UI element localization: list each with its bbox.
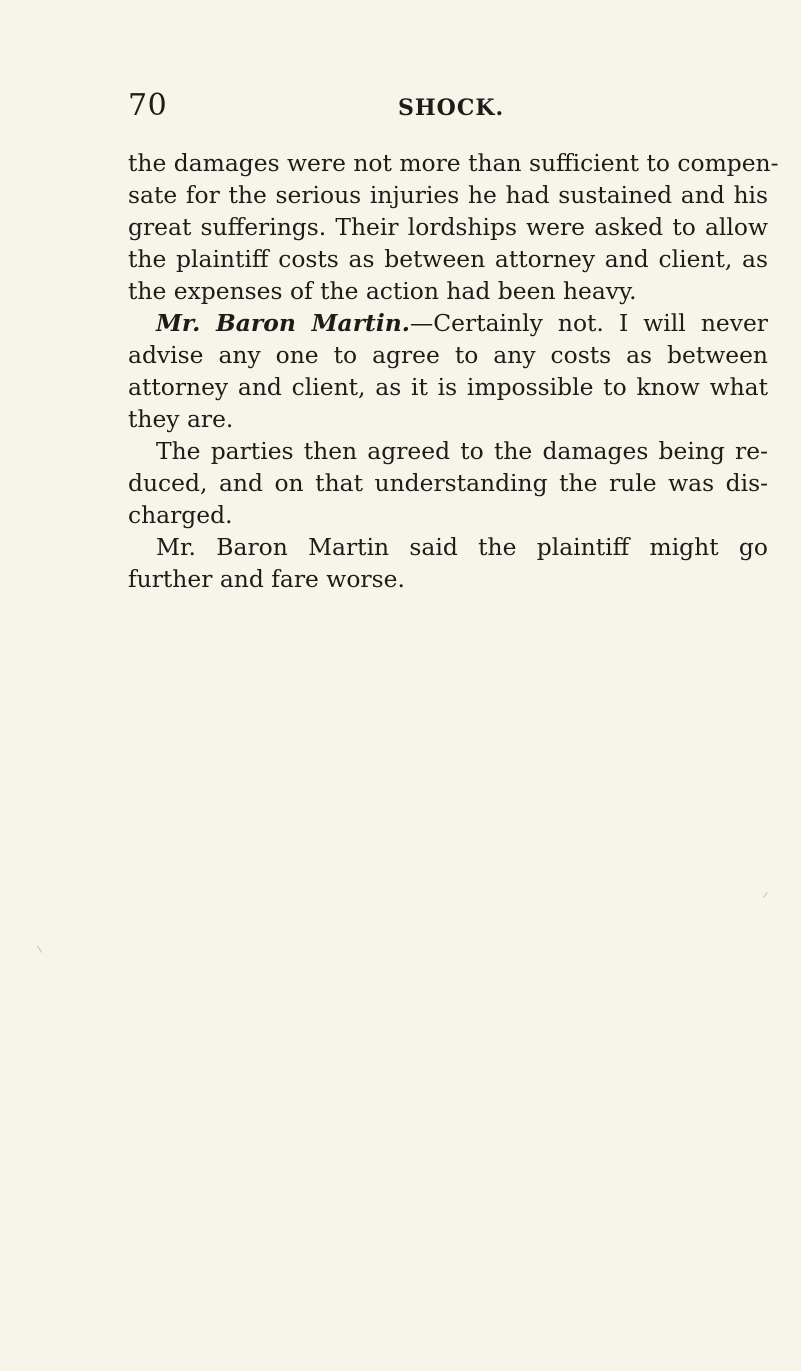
text-line: The parties then agreed to the damages being re- <box>156 437 768 465</box>
text-line: duced, and on that understanding the rule was dis- <box>128 469 768 497</box>
text-line: charged. <box>128 501 233 529</box>
text-line: attorney and client, as it is impossible to know what <box>128 373 768 401</box>
body-text <box>128 147 779 595</box>
running-head <box>128 88 768 128</box>
speech-text: —Certainly not. I will never <box>409 309 768 337</box>
text-line: great sufferings. Their lordships were asked to allow <box>128 213 768 241</box>
text-line: Mr. Baron Martin said the plaintiff might go <box>156 533 768 561</box>
speaker-name: Mr. Baron Martin. <box>156 309 410 337</box>
paper-mark <box>763 892 767 897</box>
section-title: SHOCK. <box>398 95 505 121</box>
text-line: they are. <box>128 405 234 433</box>
text-line: sate for the serious injuries he had sustained and his <box>128 181 768 209</box>
text-line: the damages were not more than sufficient to compen- <box>128 149 779 177</box>
paper-mark <box>37 945 42 952</box>
page-number: 70 <box>128 88 168 123</box>
text-line <box>128 307 768 339</box>
text-line: advise any one to agree to any costs as between <box>128 341 768 369</box>
text-line: the expenses of the action had been heavy. <box>128 277 637 305</box>
text-line: the plaintiff costs as between attorney and client, as <box>128 245 768 273</box>
text-line: further and fare worse. <box>128 565 405 593</box>
